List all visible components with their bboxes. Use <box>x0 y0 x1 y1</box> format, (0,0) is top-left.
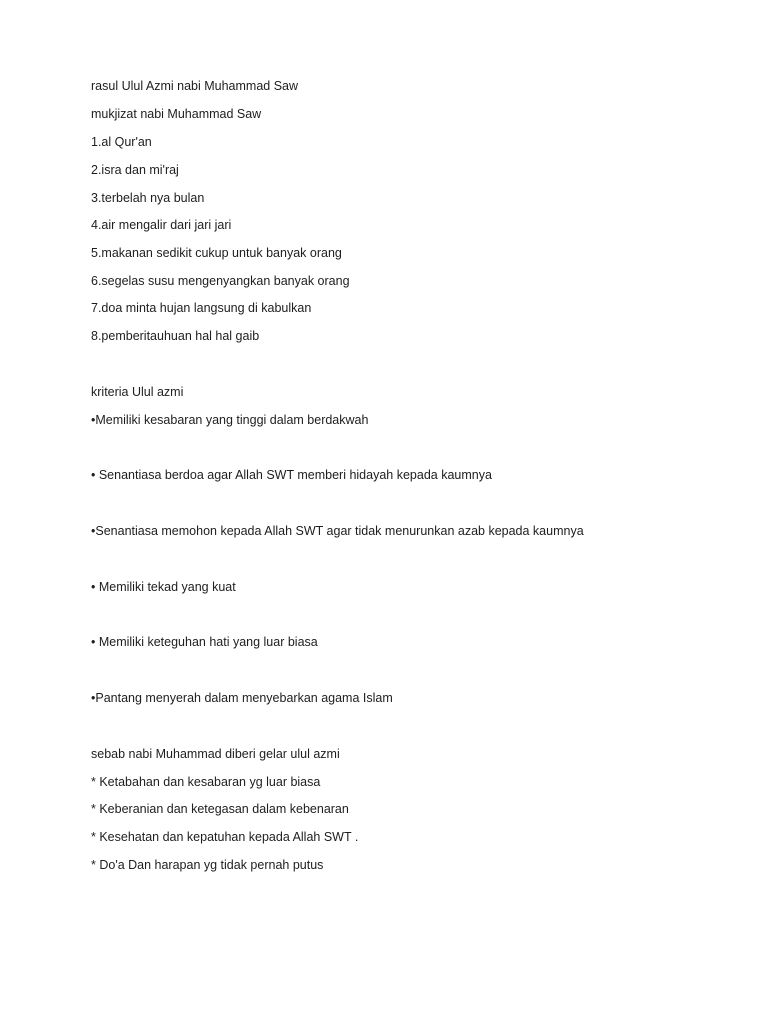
list-item: 2.isra dan mi'raj <box>91 163 179 177</box>
bullet-item: •Pantang menyerah dalam menyebarkan agama Islam <box>91 691 393 705</box>
section-heading-sebab: sebab nabi Muhammad diberi gelar ulul azmi <box>91 747 340 761</box>
bullet-item: • Memiliki tekad yang kuat <box>91 580 236 594</box>
bullet-item: • Memiliki keteguhan hati yang luar biasa <box>91 635 318 649</box>
list-item: 4.air mengalir dari jari jari <box>91 218 232 232</box>
section-heading-kriteria: kriteria Ulul azmi <box>91 385 184 399</box>
bullet-item: •Memiliki kesabaran yang tinggi dalam berdakwah <box>91 413 369 427</box>
document-heading: rasul Ulul Azmi nabi Muhammad Saw <box>91 79 299 93</box>
bullet-item: •Senantiasa memohon kepada Allah SWT agar tidak menurunkan azab kepada kaumnya <box>91 524 584 538</box>
list-item: * Keberanian dan ketegasan dalam kebenaran <box>91 802 349 816</box>
list-item: 5.makanan sedikit cukup untuk banyak orang <box>91 246 342 260</box>
section-heading-mukjizat: mukjizat nabi Muhammad Saw <box>91 107 262 121</box>
list-item: 1.al Qur'an <box>91 135 152 149</box>
list-item: * Ketabahan dan kesabaran yg luar biasa <box>91 775 321 789</box>
list-item: * Kesehatan dan kepatuhan kepada Allah SWT . <box>91 830 359 844</box>
bullet-item: • Senantiasa berdoa agar Allah SWT memberi hidayah kepada kaumnya <box>91 468 492 482</box>
list-item: 7.doa minta hujan langsung di kabulkan <box>91 301 312 315</box>
list-item: 8.pemberitauhuan hal hal gaib <box>91 329 260 343</box>
list-item: 3.terbelah nya bulan <box>91 191 205 205</box>
list-item: * Do'a Dan harapan yg tidak pernah putus <box>91 858 324 872</box>
list-item: 6.segelas susu mengenyangkan banyak orang <box>91 274 350 288</box>
